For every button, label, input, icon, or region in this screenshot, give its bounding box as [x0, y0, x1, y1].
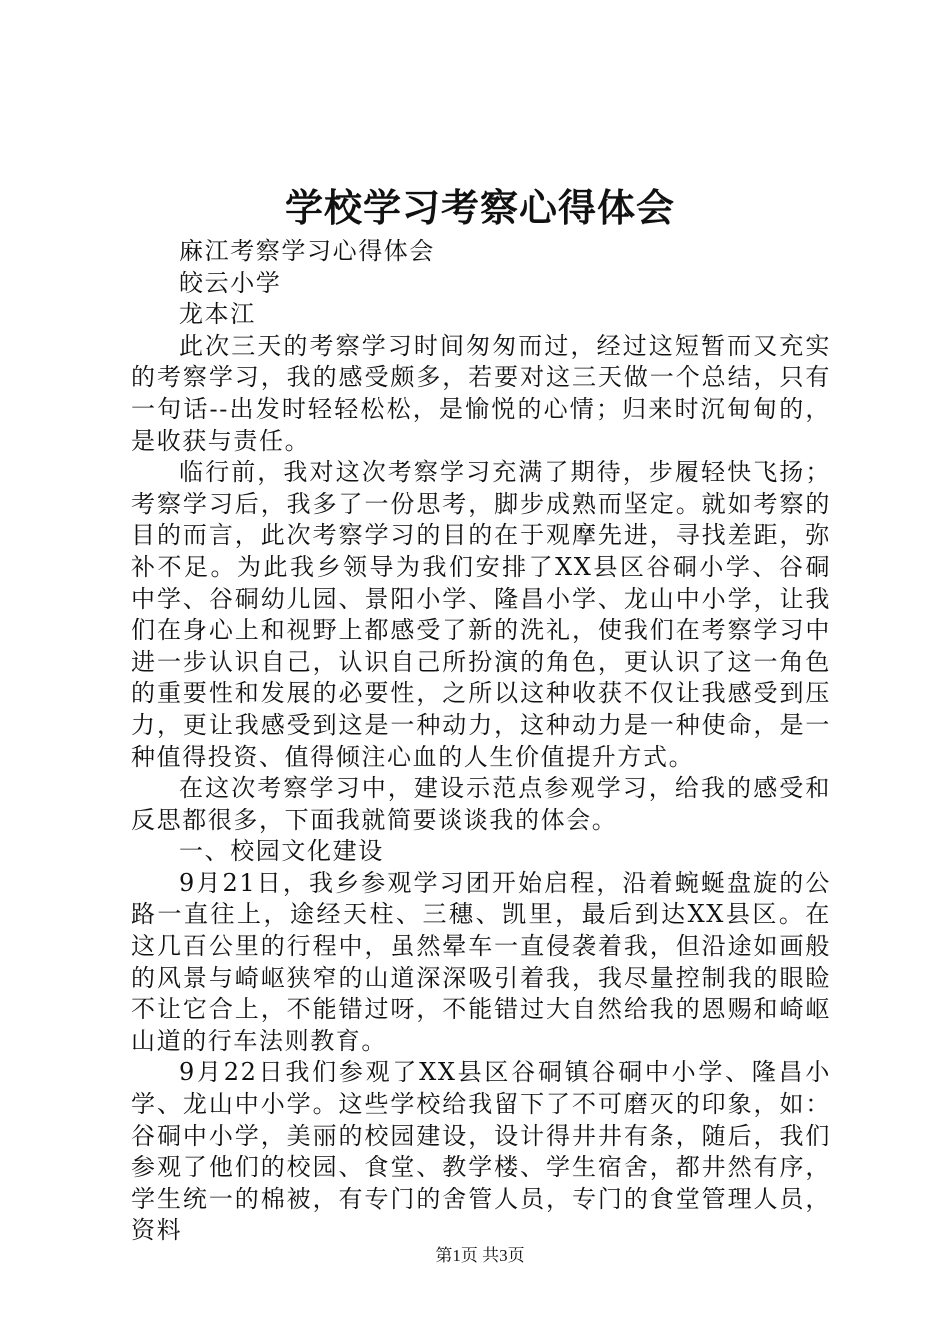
body-paragraph: 麻江考察学习心得体会 [179, 237, 435, 265]
body-paragraph: 皎云小学 [179, 268, 282, 297]
document-body [131, 236, 831, 1247]
body-paragraph: 在这次考察学习中，建设示范点参观学习，给我的感受和反思都很多，下面我就简要谈谈我的体会。 [131, 774, 831, 834]
body-paragraph: 临行前，我对这次考察学习充满了期待，步履轻快飞扬；考察学习后，我多了一份思考，脚步成熟而坚定。就如考察的目的而言，此次考察学习的目的在于观摩先进，寻找差距，弥补不足。为此我乡领导为我们安排了XX县区谷硐小学、谷硐中学、谷硐幼儿园、景阳小学、隆昌小学、龙山中小学，让我们在身心上和视野上都感受了新的洗礼，使我们在考察学习中进一步认识自己，认识自己所扮演的角色，更认识了这一角色的重要性和发展的必要性，之所以这种收获不仅让我感受到压力，更让我感受到这是一种动力，这种动力是一种使命，是一种值得投资、值得倾注心血的人生价值提升方式。 [131, 458, 831, 771]
body-paragraph: 9月21日，我乡参观学习团开始启程，沿着蜿蜒盘旋的公路一直往上，途经天柱、三穗、凯里，最后到达XX县区。在这几百公里的行程中，虽然晕车一直侵袭着我，但沿途如画般的风景与崎岖狭窄的山道深深吸引着我，我尽量控制我的眼睑不让它合上，不能错过呀，不能错过大自然给我的恩赐和崎岖山道的行车法则教育。 [131, 868, 831, 1055]
document-title: 学校学习考察心得体会 [284, 185, 675, 230]
page-number-footer: 第1页 共3页 [435, 1246, 525, 1265]
section-heading: 一、校园文化建设 [179, 837, 384, 866]
body-paragraph: 龙本江 [179, 300, 256, 329]
body-paragraph: 此次三天的考察学习时间匆匆而过，经过这短暂而又充实的考察学习，我的感受颇多，若要对这三天做一个总结，只有一句话--出发时轻轻松松，是愉悦的心情；归来时沉甸甸的，是收获与责任。 [131, 331, 831, 455]
body-paragraph: 9月22日我们参观了XX县区谷硐镇谷硐中小学、隆昌小学、龙山中小学。这些学校给我留下了不可磨灭的印象，如：谷硐中小学，美丽的校园建设，设计得井井有条，随后，我们参观了他们的校园、食堂、教学楼、学生宿舍，都井然有序，学生统一的棉被，有专门的舍管人员，专门的食堂管理人员，资料 [131, 1058, 831, 1245]
